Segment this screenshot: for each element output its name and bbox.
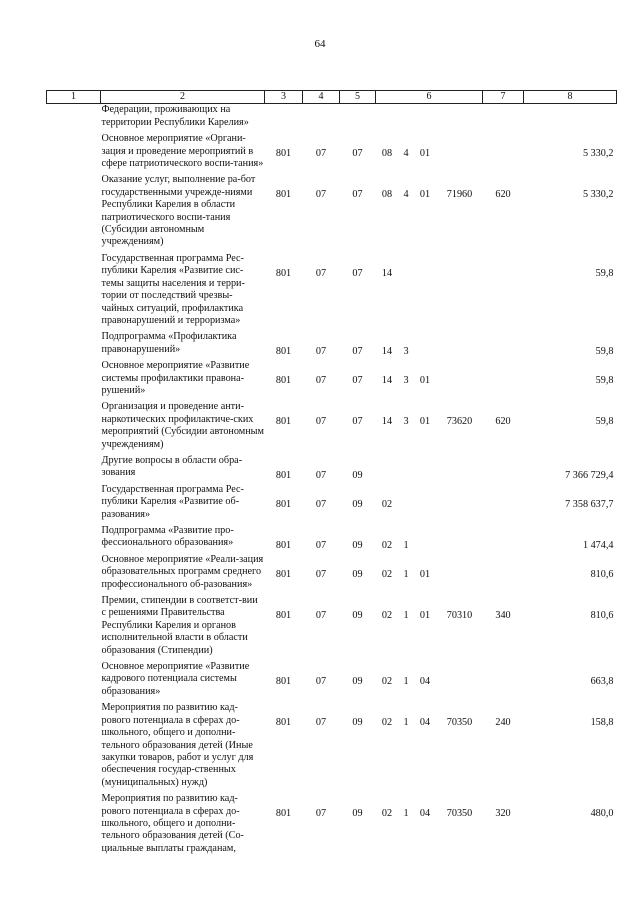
table-row — [47, 360, 617, 401]
row-section-cell: 07 — [315, 498, 327, 510]
row-code-cell: 801 — [275, 267, 292, 279]
table-row — [47, 702, 617, 793]
row-name-cell: Организация и проведение анти-наркотических профилактиче-ских мероприятий (Субсидии автономным учреждениям) — [101, 401, 264, 450]
row-program-cell: 14 — [381, 267, 393, 279]
blank-cell — [47, 793, 101, 859]
row-subsection-cell: 07 — [352, 148, 363, 160]
row-direction-cell: 70350 — [446, 717, 473, 729]
row-subsection-cell: 07 — [352, 267, 363, 279]
row-name-cell: Государственная программа Рес-публики Карелия «Развитие об-разования» — [101, 483, 244, 520]
row-name-cell: Основное мероприятие «Развитие кадрового потенциала системы образования» — [101, 661, 250, 697]
row-section-cell: 07 — [315, 189, 327, 201]
row-expense-type-cell — [483, 554, 524, 595]
row-amount-cell: 7 358 637,7 — [565, 498, 614, 510]
row-amount-cell: 480,0 — [590, 808, 614, 820]
row-event-cell — [414, 104, 437, 133]
row-subprogram-cell — [399, 455, 414, 484]
row-event-cell: 01 — [419, 375, 431, 387]
column-header-3: 3 — [265, 91, 303, 104]
row-subsection-cell: 09 — [352, 540, 363, 551]
row-program-cell — [376, 455, 399, 484]
row-program-cell: 08 — [381, 148, 393, 160]
row-event-cell — [414, 525, 437, 554]
row-code-cell: 801 — [275, 148, 292, 160]
row-section-cell: 07 — [315, 717, 327, 729]
row-amount-cell: 810,6 — [590, 568, 614, 580]
row-code-cell: 801 — [275, 375, 292, 387]
row-program-cell: 02 — [381, 676, 393, 688]
row-direction-cell — [437, 331, 483, 360]
row-section-cell: 07 — [315, 540, 327, 551]
row-direction-cell — [437, 525, 483, 554]
row-expense-type-cell — [483, 360, 524, 401]
blank-cell — [47, 661, 101, 702]
table-row — [47, 253, 617, 331]
row-subprogram-cell: 1 — [403, 610, 409, 622]
row-direction-cell — [437, 554, 483, 595]
row-code-cell: 801 — [275, 498, 292, 510]
row-section-cell: 07 — [315, 568, 327, 580]
row-subprogram-cell — [399, 104, 414, 133]
row-amount-cell: 1 474,4 — [582, 540, 614, 551]
row-subprogram-cell: 4 — [403, 189, 409, 201]
row-code-cell: 801 — [275, 717, 292, 729]
row-code-cell: 801 — [275, 469, 292, 481]
row-subprogram-cell: 1 — [403, 676, 409, 688]
row-subprogram-cell: 3 — [403, 346, 409, 358]
blank-cell — [47, 595, 101, 661]
row-name-cell: Премии, стипендии в соответст-вии с решениями Правительства Республики Карелия и органов исполнительной власти в области образования (Стипендии) — [101, 595, 258, 656]
row-amount-cell: 59,8 — [595, 416, 614, 428]
row-event-cell: 01 — [419, 189, 431, 201]
row-expense-type-cell — [483, 484, 524, 525]
row-program-cell: 02 — [381, 498, 393, 510]
row-event-cell: 04 — [419, 717, 431, 729]
row-name-cell: Государственная программа Рес-публики Карелия «Развитие сис-темы защиты населения и терри-тории от последствий чрезвы-чайных ситуаций, профилактика правонарушений и терроризма» — [101, 252, 245, 326]
row-section-cell: 07 — [315, 416, 327, 428]
row-code-cell: 801 — [275, 568, 292, 580]
blank-cell — [47, 174, 101, 252]
row-code-cell: 801 — [275, 189, 292, 201]
row-direction-cell — [437, 133, 483, 174]
row-event-cell: 01 — [419, 568, 431, 580]
row-event-cell — [414, 331, 437, 360]
row-amount-cell: 59,8 — [595, 375, 614, 387]
table-row — [47, 401, 617, 455]
table-body — [47, 104, 617, 859]
row-subsection-cell: 07 — [352, 346, 363, 358]
row-event-cell — [414, 253, 437, 331]
row-code-cell: 801 — [275, 610, 292, 622]
blank-cell — [47, 331, 101, 360]
budget-table — [46, 90, 617, 859]
blank-cell — [47, 104, 101, 133]
table-row — [47, 525, 617, 554]
row-expense-type-cell — [483, 133, 524, 174]
column-header-6: 6 — [376, 91, 483, 104]
row-expense-type-cell — [483, 661, 524, 702]
row-direction-cell — [437, 455, 483, 484]
row-name-cell: Основное мероприятие «Органи-зация и проведение мероприятий в сфере патриотического воспи-тания» — [101, 133, 264, 170]
row-subprogram-cell: 1 — [403, 540, 409, 551]
row-expense-type-cell — [483, 104, 524, 133]
row-code-cell: 801 — [275, 346, 292, 358]
row-amount-cell: 158,8 — [590, 717, 614, 729]
row-subsection-cell: 09 — [352, 808, 363, 820]
row-subsection-cell: 09 — [352, 610, 363, 622]
row-section-cell: 07 — [315, 267, 327, 279]
row-subprogram-cell — [399, 253, 414, 331]
row-expense-type-cell — [483, 253, 524, 331]
row-amount-cell: 810,6 — [590, 610, 614, 622]
row-name-cell: Оказание услуг, выполнение ра-бот государственными учрежде-ниями Республики Карелия в области патриотического воспи-тания (Субсидии автономным учреждениям) — [101, 174, 256, 248]
row-code-cell — [265, 104, 303, 133]
row-event-cell: 01 — [419, 416, 431, 428]
column-header-5: 5 — [340, 91, 376, 104]
row-section-cell: 07 — [315, 469, 327, 481]
blank-cell — [47, 484, 101, 525]
row-section-cell: 07 — [315, 346, 327, 358]
row-event-cell: 04 — [419, 676, 431, 688]
table-row — [47, 484, 617, 525]
page-number: 64 — [314, 38, 326, 50]
row-section-cell: 07 — [315, 375, 327, 387]
row-code-cell: 801 — [275, 416, 292, 428]
row-section-cell: 07 — [315, 148, 327, 160]
table-row — [47, 331, 617, 360]
row-section-cell: 07 — [315, 676, 327, 688]
row-direction-cell: 73620 — [446, 416, 473, 428]
row-amount-cell: 5 330,2 — [582, 189, 614, 201]
row-name-cell: Мероприятия по развитию кад-рового потенциала в сферах до-школьного, общего и дополни-тельного образования детей (Иные закупки товаров, работ и услуг для обеспечения государ-ственных (муниципальных) нужд) — [101, 702, 254, 788]
column-header-8: 8 — [524, 91, 617, 104]
table-row — [47, 133, 617, 174]
row-code-cell: 801 — [275, 808, 292, 820]
row-subsection-cell: 09 — [352, 498, 363, 510]
row-amount-cell: 663,8 — [590, 676, 614, 688]
column-header-2: 2 — [101, 91, 265, 104]
row-program-cell: 02 — [381, 808, 393, 820]
row-expense-type-cell: 620 — [495, 189, 511, 201]
row-direction-cell: 70350 — [446, 808, 473, 820]
row-direction-cell — [437, 253, 483, 331]
row-program-cell: 02 — [381, 610, 393, 622]
row-expense-type-cell — [483, 331, 524, 360]
table-row — [47, 455, 617, 484]
row-amount-cell: 59,8 — [595, 346, 614, 358]
row-event-cell: 01 — [419, 610, 431, 622]
row-name-cell: Мероприятия по развитию кад-рового потенциала в сферах до-школьного, общего и дополни-тельного образования детей (Со-циальные выплаты гражданам, — [101, 793, 244, 854]
row-event-cell: 01 — [419, 148, 431, 160]
row-name-cell: Подпрограмма «Развитие про-фессионального образования» — [101, 525, 234, 549]
row-name-cell: Другие вопросы в области обра-зования — [101, 454, 243, 479]
blank-cell — [47, 401, 101, 455]
row-name-cell: Федерации, проживающих на территории Республики Карелия» — [101, 104, 249, 128]
row-section-cell — [303, 104, 340, 133]
row-event-cell — [414, 484, 437, 525]
row-event-cell: 04 — [419, 808, 431, 820]
table-row — [47, 661, 617, 702]
row-subsection-cell: 07 — [352, 375, 363, 387]
row-expense-type-cell — [483, 455, 524, 484]
row-program-cell: 02 — [381, 568, 393, 580]
row-program-cell: 02 — [381, 717, 393, 729]
row-program-cell — [376, 104, 399, 133]
table-row — [47, 104, 617, 133]
row-direction-cell: 71960 — [446, 189, 473, 201]
blank-cell — [47, 455, 101, 484]
row-subsection-cell: 07 — [352, 416, 363, 428]
blank-cell — [47, 360, 101, 401]
row-name-cell: Основное мероприятие «Реали-зация образовательных программ среднего профессионального об-разования» — [101, 553, 264, 590]
column-header-7: 7 — [483, 91, 524, 104]
row-subsection-cell: 09 — [352, 568, 363, 580]
row-program-cell: 14 — [381, 346, 393, 358]
row-amount-cell — [524, 104, 617, 133]
table-row — [47, 174, 617, 252]
row-program-cell: 14 — [381, 416, 393, 428]
row-amount-cell: 7 366 729,4 — [565, 469, 614, 481]
row-subprogram-cell: 3 — [403, 375, 409, 387]
column-header-1: 1 — [47, 91, 101, 104]
row-subsection-cell: 07 — [352, 189, 363, 201]
row-section-cell: 07 — [315, 808, 327, 820]
row-subprogram-cell: 1 — [403, 717, 409, 729]
row-expense-type-cell: 320 — [495, 808, 511, 820]
row-expense-type-cell: 240 — [495, 717, 511, 729]
row-expense-type-cell: 340 — [495, 610, 511, 622]
column-header-4: 4 — [303, 91, 340, 104]
table-header — [47, 91, 617, 104]
row-program-cell: 08 — [381, 189, 393, 201]
table-row — [47, 793, 617, 859]
row-subprogram-cell: 1 — [403, 808, 409, 820]
row-subprogram-cell: 3 — [403, 416, 409, 428]
row-direction-cell — [437, 484, 483, 525]
row-subsection-cell: 09 — [352, 469, 363, 481]
blank-cell — [47, 525, 101, 554]
row-expense-type-cell: 620 — [495, 416, 511, 428]
row-subprogram-cell: 1 — [403, 568, 409, 580]
blank-cell — [47, 554, 101, 595]
row-event-cell — [414, 455, 437, 484]
row-code-cell: 801 — [275, 676, 292, 688]
row-subsection-cell: 09 — [352, 717, 363, 729]
blank-cell — [47, 253, 101, 331]
row-amount-cell: 5 330,2 — [582, 148, 614, 160]
row-subsection-cell: 09 — [352, 676, 363, 688]
blank-cell — [47, 702, 101, 793]
row-subprogram-cell: 4 — [403, 148, 409, 160]
row-direction-cell — [437, 104, 483, 133]
row-expense-type-cell — [483, 525, 524, 554]
row-direction-cell: 70310 — [446, 610, 473, 622]
row-subsection-cell — [340, 104, 376, 133]
blank-cell — [47, 133, 101, 174]
row-program-cell: 14 — [381, 375, 393, 387]
table-row — [47, 554, 617, 595]
row-amount-cell: 59,8 — [595, 267, 614, 279]
table-row — [47, 595, 617, 661]
row-name-cell: Подпрограмма «Профилактика правонарушений» — [101, 331, 237, 355]
row-name-cell: Основное мероприятие «Развитие системы профилактики правона-рушений» — [101, 360, 250, 396]
row-section-cell: 07 — [315, 610, 327, 622]
row-subprogram-cell — [399, 484, 414, 525]
row-code-cell: 801 — [275, 540, 292, 551]
row-direction-cell — [437, 661, 483, 702]
row-direction-cell — [437, 360, 483, 401]
row-program-cell: 02 — [381, 540, 393, 551]
